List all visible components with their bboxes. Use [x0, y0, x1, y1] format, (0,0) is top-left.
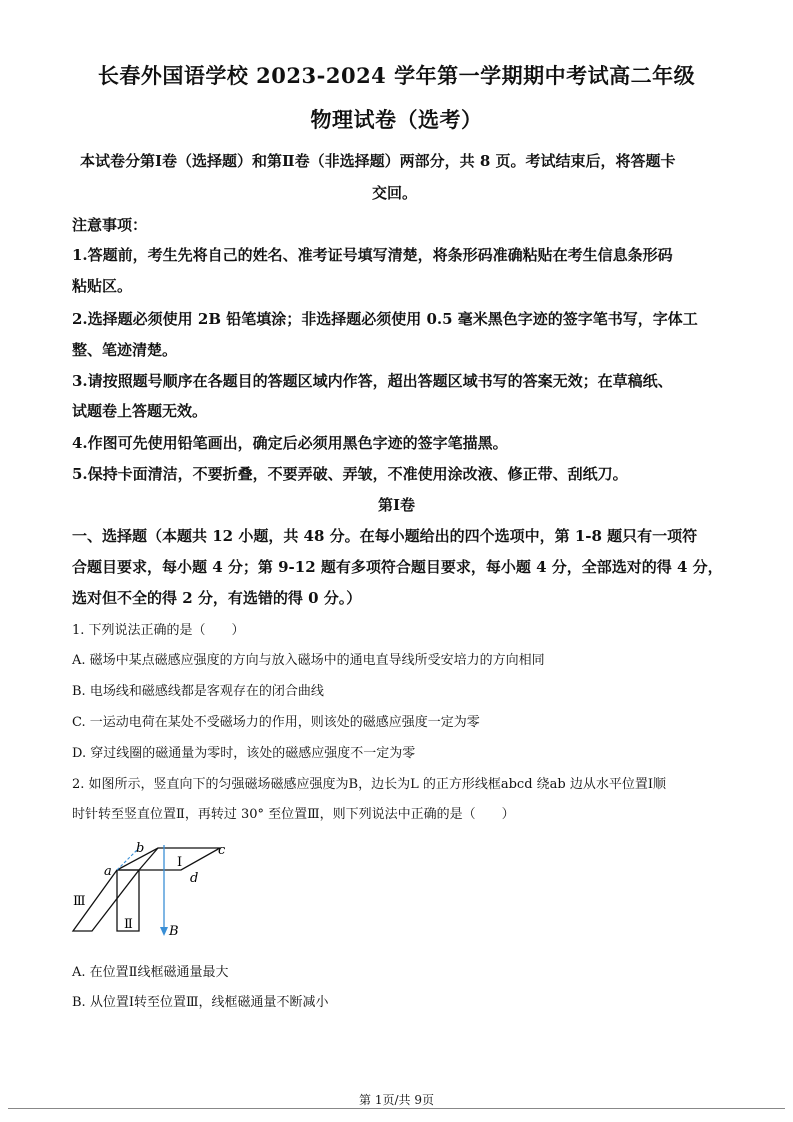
- note-item-4: 4.作图可先使用铅笔画出，确定后必须用黑色字迹的签字笔描黑。: [72, 434, 508, 452]
- note-item-5: 5.保持卡面清洁，不要折叠，不要弄破、弄皱，不准使用涂改液、修正带、刮纸刀。: [72, 465, 628, 483]
- q1-option-d: D. 穿过线圈的磁通量为零时，该处的磁感应强度不一定为零: [72, 746, 416, 761]
- note-item-2-line1: 2.选择题必须使用 2B 铅笔填涂；非选择题必须使用 0.5 毫米黑色字迹的签字笔书写，字体工: [72, 310, 698, 328]
- label-field-b: B: [169, 924, 179, 939]
- exam-title-line2: 物理试卷（选考）: [310, 107, 483, 132]
- q2-option-b: B. 从位置Ⅰ转至位置Ⅲ，线框磁通量不断减小: [72, 995, 329, 1010]
- label-a: a: [104, 864, 112, 879]
- notes-heading: 注意事项：: [72, 216, 148, 234]
- intro-line2: 交回。: [372, 184, 418, 202]
- page-number: 第 1页/共 9页: [359, 1093, 434, 1107]
- q1-option-a: A. 磁场中某点磁感应强度的方向与放入磁场中的通电直导线所受安培力的方向相同: [72, 653, 545, 668]
- label-position-1: Ⅰ: [177, 855, 183, 870]
- intro-line1: 本试卷分第Ⅰ卷（选择题）和第Ⅱ卷（非选择题）两部分，共 8 页。考试结束后，将答题卡: [80, 152, 676, 170]
- label-b: b: [136, 841, 145, 856]
- q2-option-a: A. 在位置Ⅱ线框磁通量最大: [72, 965, 229, 980]
- note-item-1-line2: 粘贴区。: [72, 277, 133, 295]
- label-position-3: Ⅲ: [73, 894, 86, 909]
- volume-heading: 第Ⅰ卷: [377, 496, 416, 514]
- section-instructions-line2: 合题目要求，每小题 4 分；第 9-12 题有多项符合题目要求，每小题 4 分，全部选对的得 4 分，: [72, 558, 723, 576]
- exam-title-line1: 长春外国语学校 2023-2024 学年第一学期期中考试高二年级: [97, 63, 696, 88]
- label-d: d: [190, 871, 199, 886]
- q2-stem-line1: 2. 如图所示，竖直向下的匀强磁场磁感应强度为B，边长为L 的正方形线框abcd 绕ab 边从水平位置Ⅰ顺: [72, 777, 667, 792]
- section-instructions-line1: 一、选择题（本题共 12 小题，共 48 分。在每小题给出的四个选项中，第 1-8 题只有一项符: [72, 527, 698, 545]
- loop-position-1: [117, 848, 220, 870]
- rotating-loop-figure: [60, 835, 250, 945]
- note-item-2-line2: 整、笔迹清楚。: [72, 341, 178, 359]
- note-item-3-line1: 3.请按照题号顺序在各题目的答题区域内作答，超出答题区域书写的答案无效；在草稿纸、: [72, 372, 673, 390]
- q1-option-b: B. 电场线和磁感线都是客观存在的闭合曲线: [72, 684, 324, 699]
- q2-stem-line2: 时针转至竖直位置Ⅱ，再转过 30° 至位置Ⅲ，则下列说法中正确的是（ ）: [72, 807, 515, 822]
- note-item-1-line1: 1.答题前，考生先将自己的姓名、准考证号填写清楚，将条形码准确粘贴在考生信息条形码: [72, 246, 673, 264]
- footer-rule: [8, 1108, 785, 1109]
- field-arrow-icon: [160, 927, 168, 936]
- label-position-2: Ⅱ: [124, 917, 133, 932]
- q1-stem: 1. 下列说法正确的是（ ）: [72, 623, 245, 638]
- note-item-3-line2: 试题卷上答题无效。: [72, 402, 208, 420]
- section-instructions-line3: 选对但不全的得 2 分，有选错的得 0 分。）: [72, 589, 362, 607]
- q1-option-c: C. 一运动电荷在某处不受磁场力的作用，则该处的磁感应强度一定为零: [72, 715, 480, 730]
- label-c: c: [218, 843, 226, 858]
